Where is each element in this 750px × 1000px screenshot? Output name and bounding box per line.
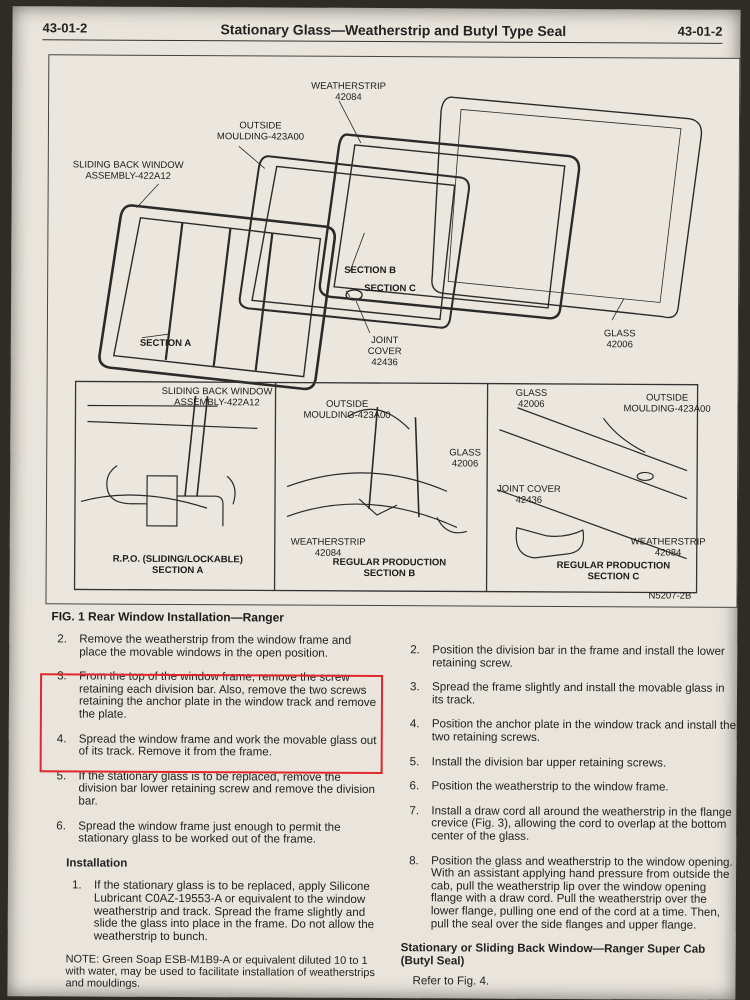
panel-c-weatherstrip-label: WEATHERSTRIP 42084 xyxy=(630,536,706,559)
figure-rear-window xyxy=(45,54,740,608)
step-4-right xyxy=(402,719,737,746)
panel-a-caption: R.P.O. (SLIDING/LOCKABLE) SECTION A xyxy=(112,553,243,577)
step-text: Spread the window frame and work the movable glass out of its track. Remove it from the frame. xyxy=(78,732,377,759)
label-outside-moulding: OUTSIDE MOULDING-423A00 xyxy=(216,120,305,143)
label-glass: GLASS 42006 xyxy=(603,328,636,351)
step-text: Position the division bar in the frame and install the lower retaining screw. xyxy=(432,643,725,670)
step-number: 6. xyxy=(409,779,420,793)
figure-ref-number: N5207-2B xyxy=(648,590,692,602)
step-text: Position the glass and weatherstrip to the window opening. With an assistant applying hand pressure from outside the cab, pull the weatherstrip lip over the window opening flange with a draw cord. Pull the weatherstrip over the lower flange, pulling one end of the cord at a time. Then, pull the seal over the side flanges and upper flange. xyxy=(430,853,733,932)
note-text: NOTE: Green Soap ESB-M1B9-A or equivalent diluted 10 to 1 with water, may be used to facilitate installation of weatherstrips and mouldings. xyxy=(65,953,375,990)
panel-b-caption: REGULAR PRODUCTION SECTION B xyxy=(332,556,447,580)
step-number: 3. xyxy=(410,680,420,694)
page-number-left: 43-01-2 xyxy=(42,20,88,36)
panel-b-weatherstrip-label: WEATHERSTRIP 42084 xyxy=(290,536,366,559)
install-step-1 xyxy=(48,880,378,945)
panel-b-glass-label: GLASS 42006 xyxy=(449,447,481,470)
step-3-right xyxy=(402,681,737,708)
highlight-box xyxy=(40,669,384,774)
step-number: 8. xyxy=(409,853,419,867)
panel-c-caption: REGULAR PRODUCTION SECTION C xyxy=(556,559,671,583)
step-number: 5. xyxy=(409,754,420,768)
label-section-c: SECTION C xyxy=(364,282,416,295)
right-column xyxy=(400,644,737,990)
section-heading: Stationary or Sliding Back Window—Ranger Super Cab (Butyl Seal) xyxy=(400,941,706,968)
step-7-right xyxy=(401,805,736,845)
header-rule xyxy=(42,39,722,44)
refer-text: Refer to Fig. 4. xyxy=(412,974,490,988)
step-8-right xyxy=(401,855,736,932)
step-text: If the stationary glass is to be replaced, apply Silicone Lubricant C0AZ-19553-A or equivalent to the window weatherstrip and track. Spread the frame slightly and slide the glass into place in the frame. Do not allow the weatherstrip to bunch. xyxy=(93,878,375,943)
step-6-right xyxy=(401,780,736,794)
step-number: 1. xyxy=(71,878,82,892)
step-number: 7. xyxy=(409,803,420,817)
step-text: Install a draw cord all around the weatherstrip in the flange crevice (Fig. 3), allowing the cord to overlap at the bottom center of the glass. xyxy=(431,804,732,843)
page-header xyxy=(42,20,722,44)
label-sliding-back-window: SLIDING BACK WINDOW ASSEMBLY-422A12 xyxy=(72,159,184,182)
step-text: Spread the window frame just enough to permit the stationary glass to be worked out of the frame. xyxy=(78,818,341,846)
figure-caption: FIG. 1 Rear Window Installation—Ranger xyxy=(51,609,285,625)
step-text: Position the weatherstrip to the window frame. xyxy=(431,779,669,794)
page-number-right: 43-01-2 xyxy=(677,23,723,39)
step-text: If the stationary glass is to be replaced, remove the division bar lower retaining screw and remove the division bar. xyxy=(78,769,375,808)
step-5-left xyxy=(48,770,378,810)
step-text: Remove the weatherstrip from the window frame and place the movable windows in the open position. xyxy=(79,632,352,660)
panel-b-moulding-label: OUTSIDE MOULDING-423A00 xyxy=(303,398,391,422)
panel-c-joint-label: JOINT COVER 42436 xyxy=(497,483,561,506)
manual-page xyxy=(7,6,740,1000)
step-number: 2. xyxy=(410,643,420,657)
step-text: From the top of the window frame, remove the screw retaining each division bar. Also, remove the two screws retaining the anchor plate in the window track and remove the plate. xyxy=(78,669,377,721)
panel-c-glass-label: GLASS 42006 xyxy=(515,387,548,410)
label-weatherstrip: WEATHERSTRIP 42084 xyxy=(311,80,386,103)
installation-heading: Installation xyxy=(66,856,128,870)
panel-c-moulding-label: OUTSIDE MOULDING-423A00 xyxy=(623,392,711,415)
step-6-left xyxy=(48,820,378,847)
step-text: Install the division bar upper retaining screws. xyxy=(431,754,667,770)
step-number: 4. xyxy=(409,717,420,731)
step-2-left xyxy=(49,633,379,660)
step-number: 3. xyxy=(57,669,67,683)
step-number: 6. xyxy=(56,818,67,832)
step-number: 4. xyxy=(56,731,67,745)
page-title: Stationary Glass—Weatherstrip and Butyl Type Seal xyxy=(220,21,567,39)
step-text: Position the anchor plate in the window track and install the two retaining screws. xyxy=(431,717,737,744)
step-2-right xyxy=(402,644,737,671)
label-section-b: SECTION B xyxy=(344,264,396,277)
step-number: 5. xyxy=(56,769,67,783)
label-joint-cover: JOINT COVER 42436 xyxy=(367,334,402,369)
step-5-right xyxy=(402,756,737,770)
label-section-a: SECTION A xyxy=(139,337,192,350)
step-number: 2. xyxy=(57,632,67,646)
step-text: Spread the frame slightly and install the movable glass in its track. xyxy=(431,680,725,707)
panel-a-label: SLIDING BACK WINDOW ASSEMBLY-422A12 xyxy=(161,385,273,409)
